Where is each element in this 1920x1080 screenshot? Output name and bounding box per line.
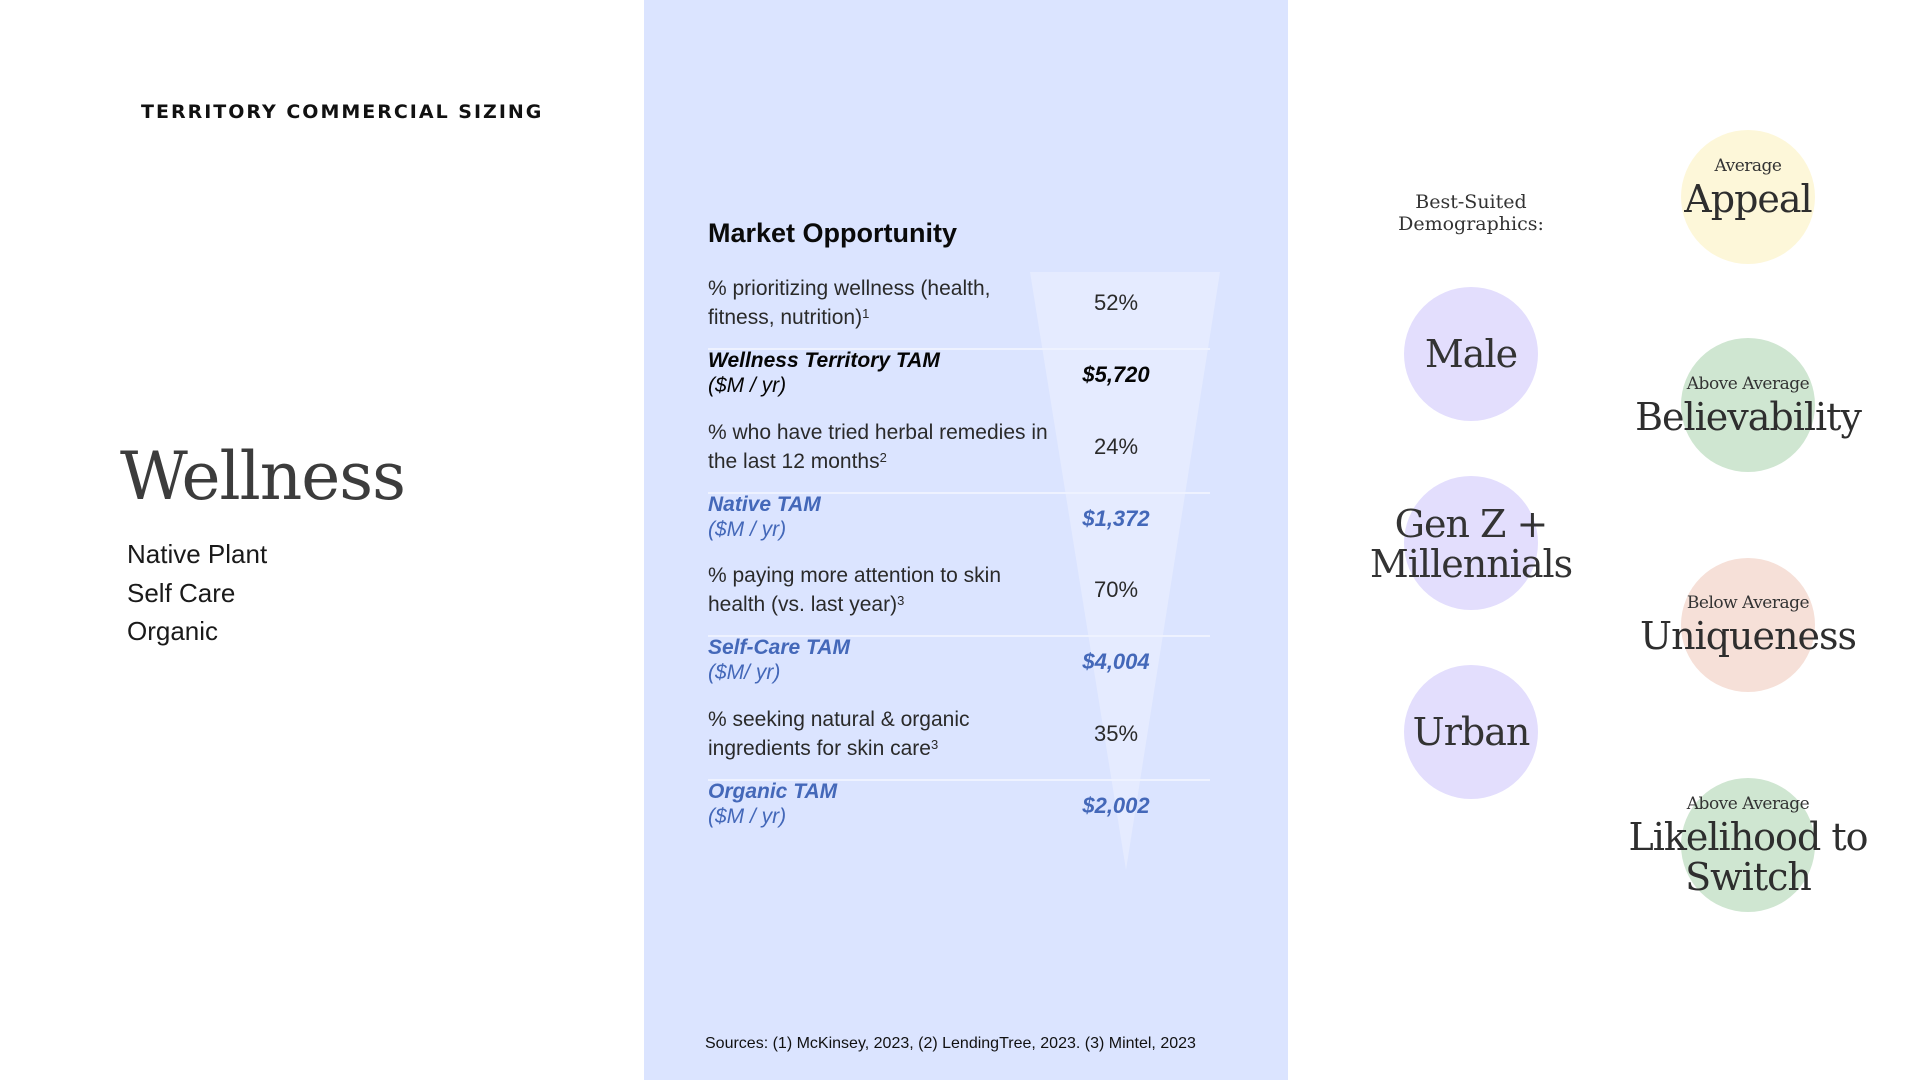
row-value: $2,002	[1082, 793, 1150, 818]
row-label: % who have tried herbal remedies in the last 12 months$^2$	[708, 421, 1048, 473]
row-value: 24%	[1093, 434, 1139, 459]
demo-label-male: Male	[1424, 332, 1518, 376]
attr-level-appeal: Average	[1714, 156, 1782, 176]
sources-footnote: Sources: (1) McKinsey, 2023, (2) LendingTree, 2023. (3) Mintel, 2023	[705, 1035, 1196, 1052]
attr-level-uniqueness: Below Average	[1686, 593, 1810, 613]
row-value: 52%	[1093, 290, 1139, 315]
row-natural-organic	[708, 707, 1210, 781]
section-eyebrow: TERRITORY COMMERCIAL SIZING	[141, 101, 544, 123]
demographics-heading: Best-Suited Demographics:	[1398, 191, 1544, 235]
row-label: Native TAM ($M / yr)	[708, 493, 821, 541]
row-wellness-priority	[708, 276, 1210, 350]
territory-title: Wellness	[120, 438, 406, 515]
row-value: $4,004	[1082, 649, 1150, 674]
row-wellness-tam	[708, 348, 1210, 420]
subterritory-organic: Organic	[127, 616, 219, 646]
row-label: Self-Care TAM ($M/ yr)	[708, 636, 850, 684]
attr-name-believability: Believability	[1635, 395, 1861, 439]
row-label: % paying more attention to skin health (vs. last year)$^3$	[708, 564, 1001, 616]
row-label: % prioritizing wellness (health, fitness, nutrition)$^1$	[708, 277, 991, 329]
row-value: 35%	[1093, 721, 1139, 746]
row-self-care-tam	[708, 635, 1210, 707]
row-label: Organic TAM ($M / yr)	[708, 780, 838, 828]
market-opportunity-panel	[644, 0, 1288, 1080]
attr-name-appeal: Appeal	[1684, 177, 1812, 221]
market-opportunity-title: Market Opportunity	[708, 218, 958, 248]
row-value: $1,372	[1082, 506, 1150, 531]
row-native-tam	[708, 492, 1210, 564]
row-label: Wellness Territory TAM ($M / yr)	[708, 349, 940, 397]
demo-label-urban: Urban	[1412, 710, 1530, 754]
subterritory-native-plant: Native Plant	[127, 539, 268, 569]
subterritory-self-care: Self Care	[127, 577, 236, 608]
subterritory-list	[127, 535, 267, 651]
row-organic-tam	[708, 779, 1210, 851]
attr-name-uniqueness: Uniqueness	[1640, 614, 1856, 658]
row-value: $5,720	[1082, 362, 1150, 387]
row-label: % seeking natural & organic ingredients for skin care$^3$	[708, 708, 970, 760]
demo-label-genz-millennials: Gen Z + Millennials	[1369, 502, 1573, 586]
attr-level-believability: Above Average	[1686, 374, 1810, 394]
row-skin-health	[708, 563, 1210, 637]
row-value: 70%	[1093, 577, 1139, 602]
row-herbal-remedies	[708, 420, 1210, 494]
attr-level-likelihood: Above Average	[1686, 794, 1810, 814]
attr-name-likelihood: Likelihood to Switch	[1628, 815, 1868, 899]
